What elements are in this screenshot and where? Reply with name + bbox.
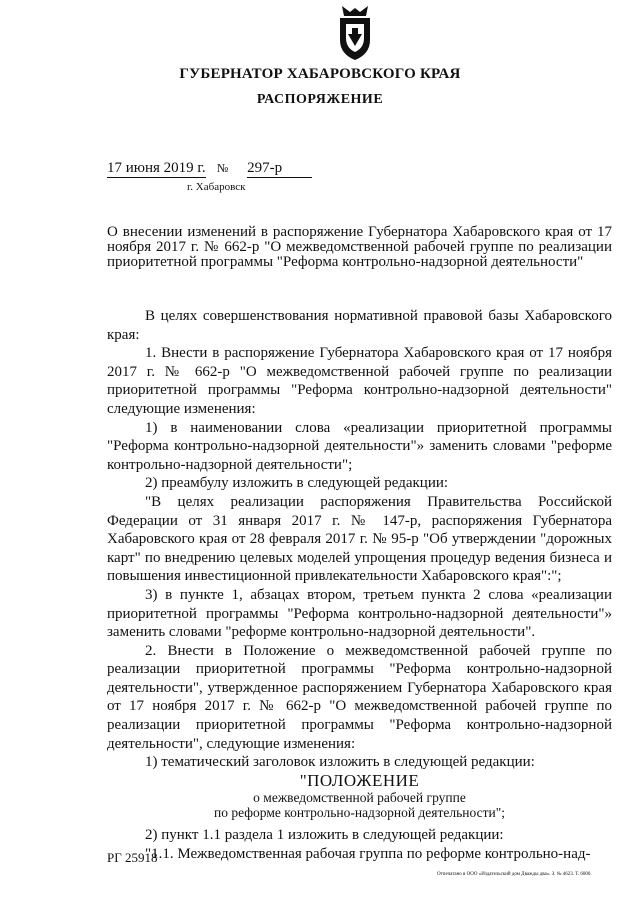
- body-preamble: В целях совершенствования нормативной правовой базы Хабаровского края:: [107, 308, 612, 343]
- document-date-number: [107, 160, 312, 178]
- coat-of-arms-icon: [330, 4, 380, 62]
- body-paragraph-1-1: 1) в наименовании слова «реализации приоритетной программы "Реформа контрольно-надзорной деятельности"» заменить словами "реформе контрольно-надзорной деятельности";: [107, 419, 612, 473]
- document-body: [107, 307, 612, 864]
- body-paragraph-1-2-quote: "В целях реализации распоряжения Правительства Российской Федерации от 31 января 2017 г. № 147-р, распоряжения Губернатора Хабаровского края от 28 февраля 2017 г. № 95-р "Об утверждении "дорожных карт" по внедрению целевых моделей упрощения процедур ведения бизнеса и повышения инвестиционной привлекательности Хабаровского края":";: [107, 493, 612, 585]
- body-paragraph-1-3: 3) в пункте 1, абзацах втором, третьем пункта 2 слова «реализации приоритетной программы "Реформа контрольно-надзорной деятельности"» заменить словами "реформе контрольно-надзорной деятельности".: [107, 586, 612, 641]
- document-title: О внесении изменений в распоряжение Губернатора Хабаровского края от 17 ноября 2017 г. № 662-р "О межведомственной рабочей группе по реализации приоритетной программы "Реформа контрольно-надзорной деятельности": [107, 224, 612, 270]
- body-paragraph-1: 1. Внести в распоряжение Губернатора Хабаровского края от 17 ноября 2017 г. № 662-р "О межведомственной рабочей группе по реализации приоритетной программы "Реформа контрольно-надзорной деятельности" следующие изменения:: [107, 345, 612, 417]
- body-paragraph-2-2: 2) пункт 1.1 раздела 1 изложить в следующей редакции:: [145, 827, 504, 844]
- authority-title: ГУБЕРНАТОР ХАБАРОВСКОГО КРАЯ: [179, 66, 461, 82]
- registration-code: РГ 25918: [107, 850, 158, 865]
- document-type: РАСПОРЯЖЕНИЕ: [256, 92, 384, 107]
- document-date: 17 июня 2019 г.: [107, 160, 206, 176]
- document-number: 297-р: [247, 160, 312, 178]
- number-label: №: [216, 161, 229, 175]
- heading-big: "ПОЛОЖЕНИЕ: [299, 770, 420, 790]
- heading-line-2: по реформе контрольно-надзорной деятельности";: [214, 805, 505, 821]
- printer-note: Отпечатано в ООО «Издательский дом Дважды два». З. № 4623. Т. 6000.: [437, 872, 592, 877]
- body-paragraph-2: 2. Внести в Положение о межведомственной рабочей группе по реализации приоритетной программы "Реформа контрольно-надзорной деятельности", утвержденное распоряжением Губернатора Хабаровского края от 17 ноября 2017 г. № 662-р "О межведомственной рабочей группе по реализации приоритетной программы "Реформа контрольно-надзорной деятельности", следующие изменения:: [107, 642, 612, 752]
- document-city: г. Хабаровск: [187, 181, 246, 193]
- body-paragraph-2-2-quote: "1.1. Межведомственная рабочая группа по реформе контрольно-над-: [145, 846, 591, 863]
- body-paragraph-2-1: 1) тематический заголовок изложить в следующей редакции:: [145, 754, 535, 771]
- heading-line-1: о межведомственной рабочей группе: [253, 790, 466, 806]
- body-paragraph-1-2: 2) преамбулу изложить в следующей редакции:: [145, 475, 449, 492]
